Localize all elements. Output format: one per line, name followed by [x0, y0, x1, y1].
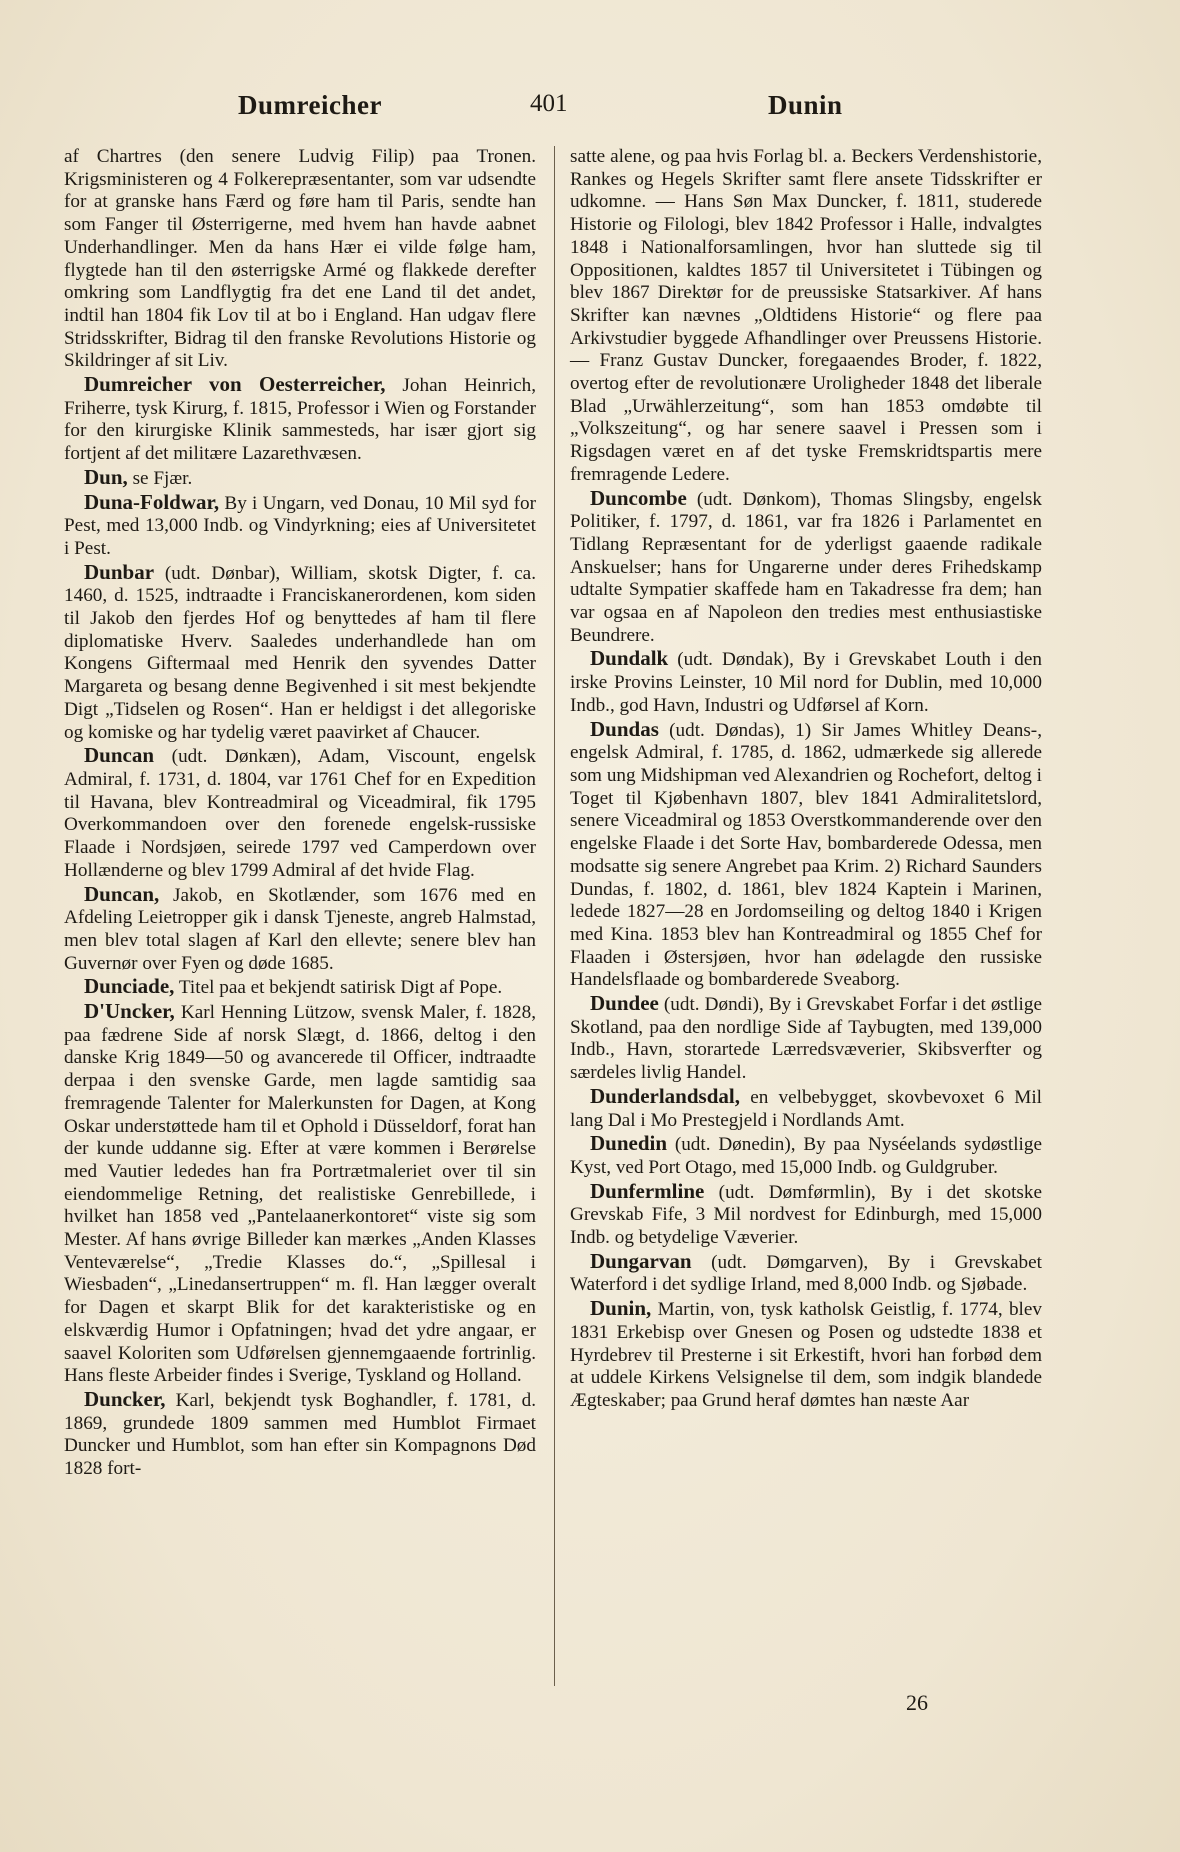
entry — [64, 744, 536, 882]
entry-headword: Dundas — [590, 716, 659, 741]
entry-headword: Duncan — [84, 743, 155, 768]
entry — [570, 992, 1042, 1085]
entry-text: (udt. Døndi), By i Grevskabet Forfar i det østlige Skotland, paa den nordlige Side af Taybugten, med 139,000 Indb., Havn, storartede Lærredsvæverier, Skibsverfter og særdeles livlig Handel. — [570, 994, 1042, 1084]
entry-headword: Dunbar — [84, 559, 155, 584]
entry-text: Karl, bekjendt tysk Boghandler, f. 1781, d. 1869, grundede 1809 sammen med Humblot Firmaet Duncker und Humblot, som han efter sin Kompagnons Død 1828 fort- — [64, 1389, 536, 1480]
entry — [570, 1180, 1042, 1250]
entry — [64, 146, 536, 373]
entry-text: (udt. Dønkæn), Adam, Viscount, engelsk Admiral, f. 1731, d. 1804, var 1761 Chef for en Expedition til Havana, blev Kontreadmiral og Viceadmiral, fik 1795 Overkommandoen over den forenede engelsk-russiske Flaade i Nordsjøen, seirede 1797 ved Camperdown over Hollænderne og blev 1799 Admiral af det hvide Flag. — [64, 746, 536, 881]
entry-text: Jakob, en Skotlænder, som 1676 med en Afdeling Leietropper gik i dansk Tjeneste, angreb Halmstad, men blev total slagen af Karl den ellevte; senere blev han Guvernør over Fyen og døde 1685. — [64, 884, 536, 974]
entry-text: (udt. Dønedin), By paa Nyséelands sydøstlige Kyst, ved Port Otago, med 15,000 Indb. og Guldgruber. — [570, 1134, 1042, 1178]
entry — [570, 1297, 1042, 1413]
entry — [570, 1085, 1042, 1132]
entry-headword: Duncombe — [590, 485, 687, 510]
left-column — [64, 146, 536, 1481]
entry — [570, 1250, 1042, 1297]
entry-headword: D'Uncker, — [84, 999, 175, 1024]
entry-headword: Dunderlandsdal, — [590, 1083, 740, 1108]
running-header — [60, 90, 1040, 130]
entry — [64, 561, 536, 745]
entry — [64, 466, 536, 491]
entry-headword: Duncker, — [84, 1386, 166, 1411]
entry-headword: Dunciade, — [84, 974, 175, 999]
entry-headword: Duna-Foldwar, — [84, 489, 220, 514]
entry — [570, 718, 1042, 992]
entry-text: af Chartres (den senere Ludvig Filip) paa Tronen. Krigsministeren og 4 Folkerepræsentanter, som var udsendte for at granske hans Færd og føre ham til Paris, sendte han som Fanger til Østerrigerne, med hvem han havde aabnet Underhandlinger. Men da hans Hær ei vilde følge ham, flygtede han til den østerrigske Armé og flakkede derefter omkring som Landflygtig fra det ene Land til det andet, indtil han 1804 fik Lov til at bo i England. Han udgav flere Stridsskrifter, Bidrag til den franske Revolutions Historie og Skildringer af sit Liv. — [64, 146, 536, 372]
entry-text: By i Ungarn, ved Donau, 10 Mil syd for Pest, med 13,000 Indb. og Vindyrkning; eies af Universitetet i Pest. — [64, 492, 536, 559]
entry-text: en velbebygget, skovbevoxet 6 Mil lang Dal i Mo Prestegjeld i Nordlands Amt. — [570, 1086, 1042, 1131]
entry-text: satte alene, og paa hvis Forlag bl. a. Beckers Verdenshistorie, Rankes og Hegels Skrifter samt flere ansete Tidsskrifter er udkomne. — Hans Søn Max Duncker, f. 1811, studerede Historie og Filologi, blev 1842 Professor i Halle, indvalgtes 1848 i Nationalforsamlingen, hvor han sluttede sig til Oppositionen, kaldtes 1857 til Universitetet i Tübingen og blev 1867 Direktør for de preussiske Statsarkiver. Af hans Skrifter kan nævnes „Oldtidens Historie“ og flere paa Arkivstudier byggede Afhandlinger over Preussens Historie. — Franz Gustav Duncker, foregaaendes Broder, f. 1822, overtog efter de revolutionære Uroligheder 1848 det liberale Blad „Urwählerzeitung“, som han 1853 omdøbte til „Volkszeitung“, og har senere saavel i Pressen som i Rigsdagen været en af det tyske Fremskridtspartis mere fremragende Ledere. — [570, 146, 1042, 485]
entry-headword: Dumreicher von Oesterreicher, — [84, 372, 386, 397]
entry-headword: Dungarvan — [590, 1248, 692, 1273]
entry — [570, 1132, 1042, 1179]
entry-text: (udt. Døndak), By i Grevskabet Louth i den irske Provins Leinster, 10 Mil nord for Dublin, med 10,000 Indb., god Havn, Industri og Udførsel af Korn. — [570, 649, 1042, 716]
entry — [64, 975, 536, 1000]
entry-text: (udt. Døndas), 1) Sir James Whitley Deans-, engelsk Admiral, f. 1785, d. 1862, udmærkede sig allerede som ung Midshipman ved Alexandrien og Rochefort, deltog i Toget til Kjøbenhavn 1807, blev 1841 Admiralitetslord, senere Viceadmiral og 1853 Overstkommanderende over den engelske Flaade i det Sorte Hav, bombarderede Odessa, men modsatte sig senere Angrebet paa Krim. 2) Richard Saunders Dundas, f. 1802, d. 1861, blev 1824 Kaptein i Marinen, ledede 1827—28 en Jordomseiling og deltog 1840 i Krigen med Kina. 1853 blev han Kontreadmiral og 1855 Chef for Flaaden i Østersjøen, hvor han ødelagde den russiske Handelsflaade og bombarderede Sveaborg. — [570, 719, 1042, 991]
page-number: 401 — [530, 90, 568, 117]
entry-text: se Fjær. — [127, 467, 193, 489]
entry-text: Johan Heinrich, Friherre, tysk Kirurg, f. 1815, Professor i Wien og Forstander for den kirurgiske Klinik sammesteds, har især gjort sig fortjent af det militære Lazarethvæsen. — [64, 375, 536, 465]
header-left-guide-word: Dumreicher — [238, 90, 382, 120]
entry — [64, 883, 536, 976]
entry — [64, 491, 536, 561]
entry-text: Martin, von, tysk katholsk Geistlig, f. 1774, blev 1831 Erkebisp over Gnesen og Posen og udstedte 1838 et Hyrdebrev til Presterne i sit Erkestift, hvori han forbød dem at uddele Kirkens Velsignelse til dem, som indgik blandede Ægteskaber; paa Grund heraf dømtes han næste Aar — [570, 1299, 1042, 1411]
entry — [570, 487, 1042, 648]
entry-headword: Dundee — [590, 991, 659, 1016]
entry-headword: Dunfermline — [590, 1178, 705, 1203]
entry-text: (udt. Dønbar), William, skotsk Digter, f. ca. 1460, d. 1525, indtraadte i Franciskanerordenen, kom siden til Jakob den fjerdes Hof og benyttedes af ham til flere diplomatiske Hverv. Saaledes underhandlede han om Kongens Giftermaal med Henrik den syvendes Datter Margareta og besang denne Begivenhed i sit mest bekjendte Digt „Tidselen og Rosen“. Han er heldigst i det allegoriske og komiske og har tydelig været paavirket af Chaucer. — [64, 562, 536, 743]
entry-headword: Dunedin — [590, 1131, 668, 1156]
entry — [570, 146, 1042, 487]
entry — [64, 1000, 536, 1388]
entry-headword: Dunin, — [590, 1296, 652, 1321]
right-column — [570, 146, 1042, 1413]
column-divider — [554, 146, 555, 1686]
entry-text: Titel paa et bekjendt satirisk Digt af Pope. — [174, 977, 503, 999]
entry-text: Karl Henning Lützow, svensk Maler, f. 1828, paa fædrene Side af norsk Slægt, d. 1866, deltog i den danske Krig 1849—50 og avancerede til Officer, indtraadte derpaa i den svenske Garde, men lagde samtidig saa fremragende Talenter for Malerkunsten for Dagen, at Kong Oskar understøttede ham til et Ophold i Düsseldorf, forat han der kunde uddanne sig. Efter at være kommen i Berørelse med Vautier lededes han fra Portrætmaleriet over til sin eiendommelige Retning, det realistiske Genrebillede, i hvilket han 1858 ved „Pantelaanerkontoret“ viste sig som Mester. Af hans øvrige Billeder kan mærkes „Anden Klasses Venteværelse“, „Tredie Klasses do.“, „Spillesal i Wiesbaden“, „Linedansertruppen“ m. fl. Han lægger overalt for Dagen et skarpt Blik for det karakteristiske og en elskværdig Humor i Opfatningen; hvad det ydre angaar, er saavel Koloriten som Udførelsen gjennemgaaende fortrinlig. Hans fleste Arbeider findes i Sverige, Tyskland og Holland. — [64, 1002, 536, 1387]
entry-headword: Duncan, — [84, 881, 160, 906]
entry-text: (udt. Dønkom), Thomas Slingsby, engelsk Politiker, f. 1797, d. 1861, var fra 1826 i Parlamentet en Tidlang Repræsentant for de yderligst gaaende radikale Anskuelser; hans for Ungarerne under deres Frihedskamp udtalte Sympatier skaffede ham en Takadresse fra dem; han var ogsaa en af Napoleon den tredies mest enthusiastiske Beundrere. — [570, 488, 1042, 646]
signature-mark: 26 — [906, 1690, 928, 1715]
entry — [570, 647, 1042, 717]
entry — [64, 1388, 536, 1481]
entry — [64, 373, 536, 466]
header-right-guide-word: Dunin — [768, 90, 843, 120]
entry-text: (udt. Dømgarven), By i Grevskabet Waterford i det sydlige Irland, med 8,000 Indb. og Sjøbade. — [570, 1251, 1042, 1296]
entry-text: (udt. Dømførmlin), By i det skotske Grevskab Fife, 3 Mil nordvest for Edinburgh, med 15,000 Indb. og betydelige Væverier. — [570, 1181, 1042, 1249]
entry-headword: Dun, — [84, 464, 128, 489]
entry-headword: Dundalk — [590, 646, 669, 671]
